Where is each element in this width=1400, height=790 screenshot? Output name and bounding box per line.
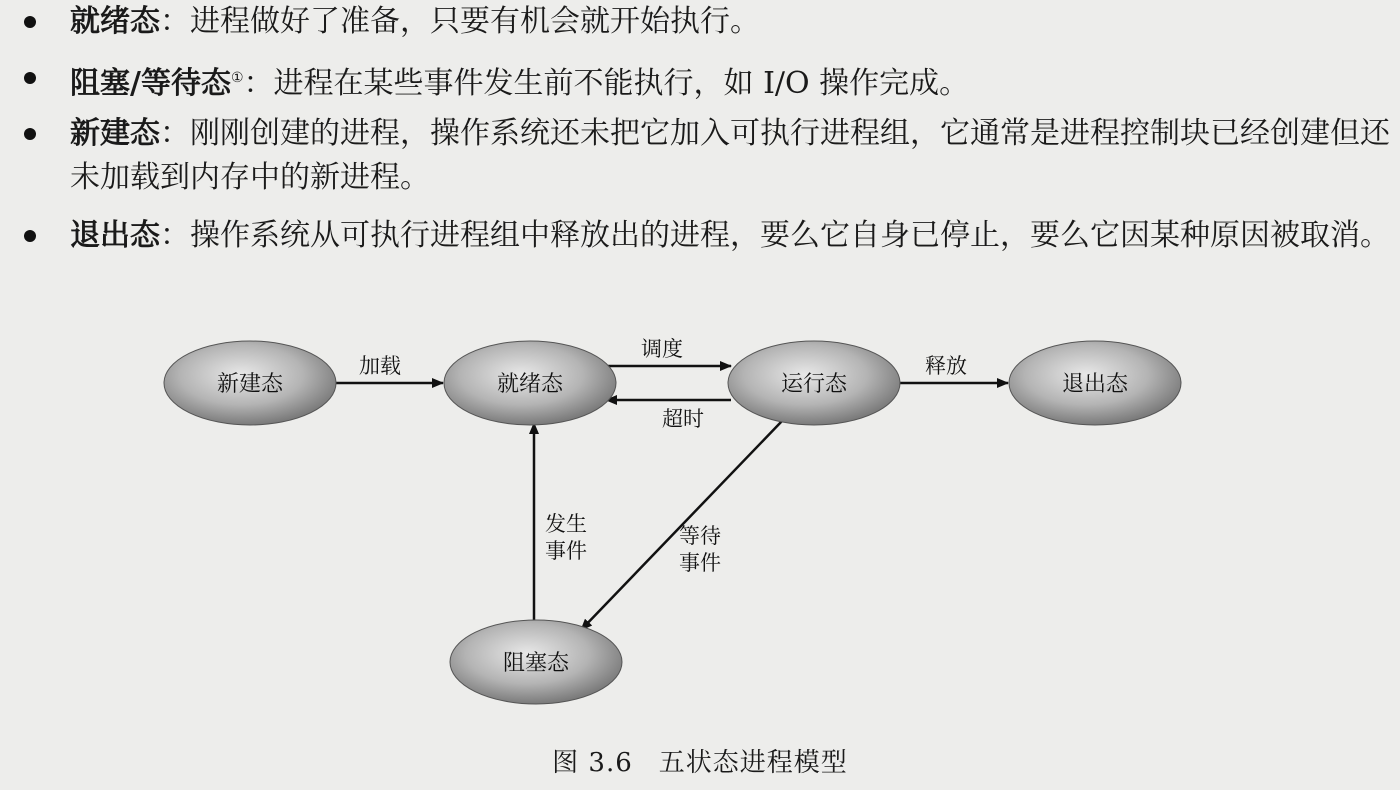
definition-new: 刚刚创建的进程，操作系统还未把它加入可执行进程组，它通常是进程控制块已经创建但还未加载到内存中的新进程。 — [70, 116, 1390, 195]
term-new: 新建态 — [70, 116, 160, 151]
figure-title: 五状态进程模型 — [658, 748, 848, 778]
state-blocked-label: 阻塞态 — [502, 651, 570, 676]
state-blocked — [450, 620, 622, 704]
term-exit: 退出态 — [70, 218, 160, 253]
separator: ： — [160, 218, 190, 253]
state-ready-label: 就绪态 — [496, 372, 564, 397]
label-timeout: 超时 — [662, 407, 704, 431]
term-ready: 就绪态 — [70, 4, 160, 39]
definition-exit: 操作系统从可执行进程组中释放出的进程，要么它自身已停止，要么它因某种原因被取消。 — [190, 218, 1390, 253]
label-dispatch: 调度 — [641, 337, 683, 361]
label-event-occurs-line1: 发生 — [545, 512, 587, 536]
state-running-label: 运行态 — [780, 372, 848, 397]
figure-caption — [0, 742, 1400, 779]
state-new — [164, 341, 336, 425]
label-event-wait-line2: 事件 — [679, 551, 721, 575]
separator: ： — [160, 4, 190, 39]
state-ready — [444, 341, 616, 425]
state-running — [728, 341, 900, 425]
label-admit: 加载 — [359, 354, 401, 378]
separator: ： — [243, 66, 274, 101]
footnote-marker: ① — [230, 70, 244, 86]
label-release: 释放 — [925, 354, 967, 378]
term-blocked: 阻塞/等待态 — [70, 66, 231, 101]
label-event-wait-line1: 等待 — [679, 524, 721, 548]
definition-ready: 进程做好了准备，只要有机会就开始执行。 — [190, 4, 760, 39]
state-exit-label: 退出态 — [1061, 372, 1129, 397]
label-event-occurs-line2: 事件 — [545, 539, 587, 563]
state-exit — [1009, 341, 1181, 425]
definition-blocked: 进程在某些事件发生前不能执行，如 I/O 操作完成。 — [273, 66, 970, 101]
state-new-label: 新建态 — [216, 372, 284, 397]
figure-number: 图 3.6 — [552, 748, 633, 778]
separator: ： — [160, 116, 190, 151]
